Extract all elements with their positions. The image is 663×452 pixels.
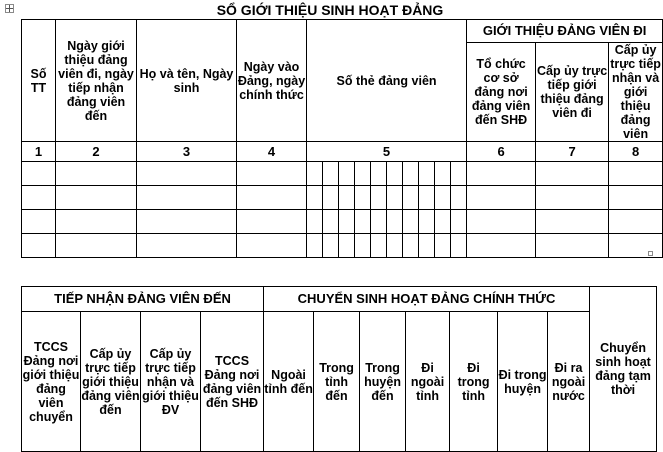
header-chuyen-tam-thoi: Chuyển sinh hoạt đảng tạm thời [590, 287, 657, 452]
header-di-trong-huyen: Đi trong huyện [498, 312, 548, 452]
col-number: 3 [137, 142, 237, 162]
header-cap-uy-tiep-nhan: Cấp ủy trực tiếp nhận và giới thiệu đảng viên [610, 43, 661, 141]
register-table-2 [21, 286, 657, 452]
col-number: 2 [56, 142, 137, 162]
table-row[interactable] [22, 186, 663, 210]
table-row[interactable] [22, 210, 663, 234]
header-group-gioi-thieu: GIỚI THIỆU ĐẢNG VIÊN ĐI [467, 20, 663, 43]
header-di-ngoai-tinh: Đi ngoài tỉnh [406, 312, 450, 452]
table-row[interactable] [22, 162, 663, 186]
header-ngay-vao-dang: Ngày vào Đảng, ngày chính thức [237, 20, 307, 142]
col-number: 6 [467, 142, 536, 162]
col-number: 5 [307, 142, 467, 162]
col-number: 7 [536, 142, 609, 162]
header-group-tiep-nhan: TIẾP NHẬN ĐẢNG VIÊN ĐẾN [22, 287, 264, 312]
header-so-the: Số thẻ đảng viên [307, 20, 467, 142]
col-number: 1 [22, 142, 56, 162]
header-trong-tinh-den: Trong tỉnh đến [314, 312, 360, 452]
header-cap-uy-gioi-thieu-den: Cấp ủy trực tiếp giới thiệu đảng viên đến [81, 312, 141, 452]
header-ngay-gioi-thieu: Ngày giới thiệu đảng viên đi, ngày tiếp nhận đảng viên đến [56, 20, 137, 142]
register-table-1 [21, 19, 663, 258]
header-ho-ten: Họ và tên, Ngày sinh [137, 20, 237, 142]
header-ngoai-tinh-den: Ngoài tỉnh đến [264, 312, 314, 452]
header-cap-uy-tiep-nhan-dv: Cấp ủy trực tiếp nhận và giới thiệu ĐV [141, 312, 201, 452]
page-title: SỔ GIỚI THIỆU SINH HOẠT ĐẢNG [216, 2, 444, 18]
header-trong-huyen-den: Trong huyện đến [360, 312, 406, 452]
table-resize-handle[interactable] [648, 251, 653, 256]
header-di-ra-nuoc-ngoai: Đi ra ngoài nước [548, 312, 590, 452]
col-number: 4 [237, 142, 307, 162]
header-di-trong-tinh: Đi trong tỉnh [450, 312, 498, 452]
table-row[interactable] [22, 234, 663, 258]
table-move-handle[interactable] [5, 4, 14, 13]
header-stt: Số TT [22, 20, 56, 142]
header-to-chuc: Tổ chức cơ sở đảng nơi đảng viên đến SHĐ [467, 43, 536, 142]
header-tccs-gioi-thieu: TCCS Đảng nơi giới thiệu đảng viên chuyển [22, 312, 81, 452]
header-tccs-den: TCCS Đảng nơi đảng viên đến SHĐ [201, 312, 264, 452]
header-cap-uy-gioi-thieu: Cấp ủy trực tiếp giới thiệu đảng viên đi [536, 43, 609, 142]
col-number: 8 [609, 142, 663, 162]
header-group-chuyen-sinh-hoat: CHUYỂN SINH HOẠT ĐẢNG CHÍNH THỨC [264, 287, 590, 312]
